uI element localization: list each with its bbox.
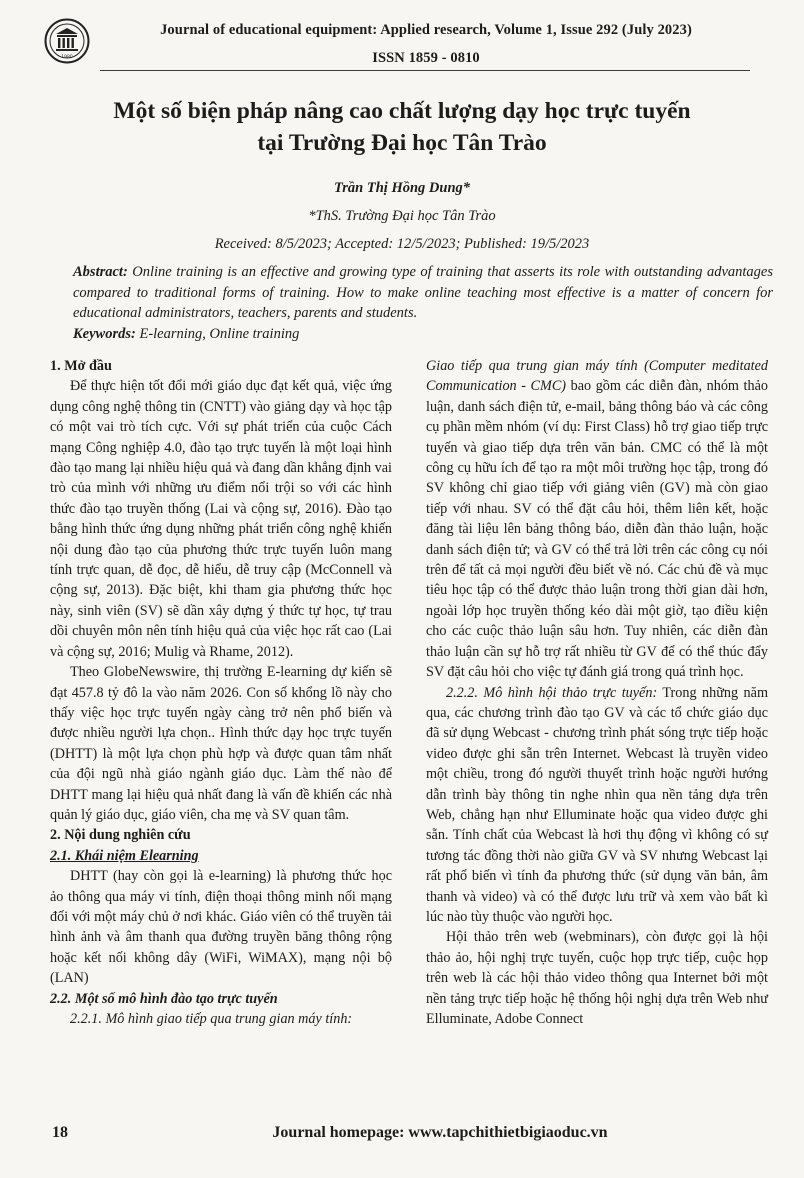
- cmc-term: Giao tiếp qua trung gian máy tính (Computer meditated Communication - CMC): [426, 358, 768, 395]
- cmc-text: bao gồm các diễn đàn, nhóm thảo luận, danh sách điện tử, e-mail, bảng thông báo và các công cụ phần mềm nhóm (ví dụ: First Class) hỗ trợ giao tiếp trực tuyến và giao tiếp dựa trên văn bản. CMC có thể là một công cụ hữu ích để tạo ra một môi trường học tập, trong đó SV không chỉ giao tiếp với giảng viên (GV) mà còn giao tiếp với nhau. SV có thể đặt câu hỏi, thêm liên kết, hoặc đăng tài liệu lên bảng thông báo, diễn đàn thảo luận, hoặc danh sách điện tử; và GV có thể trả lời trên các công cụ nói trên để tất cả mọi người đều biết về nó. Các chủ đề và mục tiêu học tập có thể được thảo luận trong thời gian dài hơn, ngoài lớp học truyền thống kéo dài một giờ, tạo điều kiện cho các cuộc thảo luận sâu hơn. Tuy nhiên, các diễn đàn thảo luận cần sự hỗ trợ rất nhiều từ GV để có thể thúc đẩy SV đặt câu hỏi cho việc tự đánh giá trong quá trình học.: [426, 378, 768, 681]
- subsection-2-2-2-lead: 2.2.2. Mô hình hội thảo trực tuyến:: [446, 684, 658, 701]
- header-divider: [100, 70, 750, 71]
- author: Trần Thị Hồng Dung*: [333, 180, 471, 196]
- page-number: 18: [52, 1124, 68, 1141]
- article-title-line-1: Một số biện pháp nâng cao chất lượng dạy học trực tuyến: [113, 98, 691, 124]
- section-1-heading: 1. Mở đầu: [50, 358, 112, 374]
- subsection-2-2-1-lead: 2.2.1. Mô hình giao tiếp qua trung gian máy tính:: [70, 1011, 353, 1027]
- right-column: [426, 356, 768, 1029]
- section-2-heading: 2. Nội dung nghiên cứu: [50, 827, 191, 844]
- svg-text:1980: 1980: [61, 55, 73, 60]
- journal-header: Journal of educational equipment: Applied research, Volume 1, Issue 292 (July 2023): [160, 22, 692, 38]
- journal-logo: [44, 18, 90, 64]
- paragraph: DHTT (hay còn gọi là e-learning) là phương thức học ảo thông qua máy vi tính, điện thoại thông minh nối mạng đối với một máy chủ ở nơi khác. Giáo viên có thể truyền tải hình ảnh và âm thanh qua đường truyền băng thông rộng hoặc kết nối không dây (WiFi, WiMAX), mạng nội bộ (LAN): [50, 868, 392, 987]
- keywords-text: E-learning, Online training: [139, 326, 300, 342]
- paragraph: Để thực hiện tốt đổi mới giáo dục đạt kết quả, việc ứng dụng công nghệ thông tin (CNTT) vào giảng dạy và học tập có một vai trò tích cực. Với sự phát triển của cuộc Cách mạng Công nghiệp 4.0, đào tạo trực tuyến là một loại hình đào tạo mang lại nhiều hiệu quả và đang dần khẳng định vai trò của mình với những ưu điểm nổi trội so với các hình thức đào tạo truyền thống (Lai và cộng sự, 2016). Đào tạo bằng hình thức ứng dụng những phát triển công nghệ khiến nội dung đào tạo của phương thức trực tuyến luôn mang tính trực quan, dễ đọc, dễ hiểu, dễ truy cập (McConnell và cộng sự, 2013). Đặc biệt, khi tham gia phương thức học này, sinh viên (SV) sẽ dần xây dựng ý thức tự học, tự trau dồi chuyên môn nên tính hiệu quả của việc học rất cao (Lai và cộng sự, 2016; Mulig và Rhame, 2012).: [50, 378, 392, 660]
- abstract-label: Abstract:: [73, 264, 128, 280]
- abstract-text: Online training is an effective and growing type of training that asserts its role with outstanding advantages compared to traditional forms of training. How to make online teaching most effective is a matter of concern for educational administrators, teachers, parents and students.: [73, 264, 774, 321]
- affiliation: *ThS. Trường Đại học Tân Trào: [308, 208, 496, 224]
- section-2-1-heading: 2.1. Khái niệm Elearning: [50, 847, 199, 864]
- keywords-label: Keywords:: [73, 326, 136, 342]
- publication-dates: Received: 8/5/2023; Accepted: 12/5/2023; Published: 19/5/2023: [214, 236, 590, 252]
- paragraph: [426, 356, 768, 683]
- section-2-2-heading: 2.2. Một số mô hình đào tạo trực tuyến: [50, 990, 278, 1007]
- keywords: [73, 326, 773, 343]
- paragraph: [426, 683, 768, 928]
- issn: ISSN 1859 - 0810: [372, 50, 480, 66]
- left-column: [50, 356, 392, 1029]
- journal-homepage: Journal homepage: www.tapchithietbigiaoduc.vn: [272, 1124, 608, 1141]
- webcast-text: Trong những năm qua, các chương trình đào tạo GV và các tổ chức giáo dục đã sử dụng Webcast - chương trình phát sóng trực tiếp hoặc video được ghi sẵn trên Internet. Webcast là truyền video một chiều, trong đó người thuyết trình hoặc người hướng dẫn trình bày thông tin nghe nhìn qua nền tảng dựa trên Web, chẳng hạn như Elluminate hoặc qua video được ghi sẵn. Tính chất của Webcast là hơi thụ động vì không có sự tương tác đồng thời nào giữa GV và SV nhưng Webcast lại rất phổ biến vì tính đa phương thức (sử dụng văn bản, âm thanh và video) và có thể được lưu trữ và xem vào bất kì lúc nào tùy thuộc vào người học.: [426, 684, 768, 925]
- article-title-line-2: tại Trường Đại học Tân Trào: [257, 130, 547, 156]
- abstract: [73, 262, 773, 324]
- paragraph: Theo GlobeNewswire, thị trường E-learning dự kiến sẽ đạt 457.8 tỷ đô la vào năm 2026. Con số khổng lồ này cho thấy việc học trực tuyến ngày càng trở nên phổ biến và được nhiều người lựa chọn.. Hình thức dạy học trực tuyến (DHTT) là một lựa chọn phù hợp và được quan tâm nhất của đội ngũ nhà giáo ngành giáo dục. Làm thế nào để DHTT mang lại hiệu quả nhất đang là vấn đề khiến các nhà quản lý giáo dục, giáo viên, cha mẹ và SV quan tâm.: [50, 664, 392, 823]
- paragraph: Hội thảo trên web (webminars), còn được gọi là hội thảo ảo, hội nghị trực tuyến, cuộc họp trực tiếp, cuộc họp trên web là các hội thảo video thông qua Internet bởi một nền tảng trực tiếp hoặc hệ thống hội nghị dựa trên Web như Elluminate, Adobe Connect: [426, 929, 768, 1027]
